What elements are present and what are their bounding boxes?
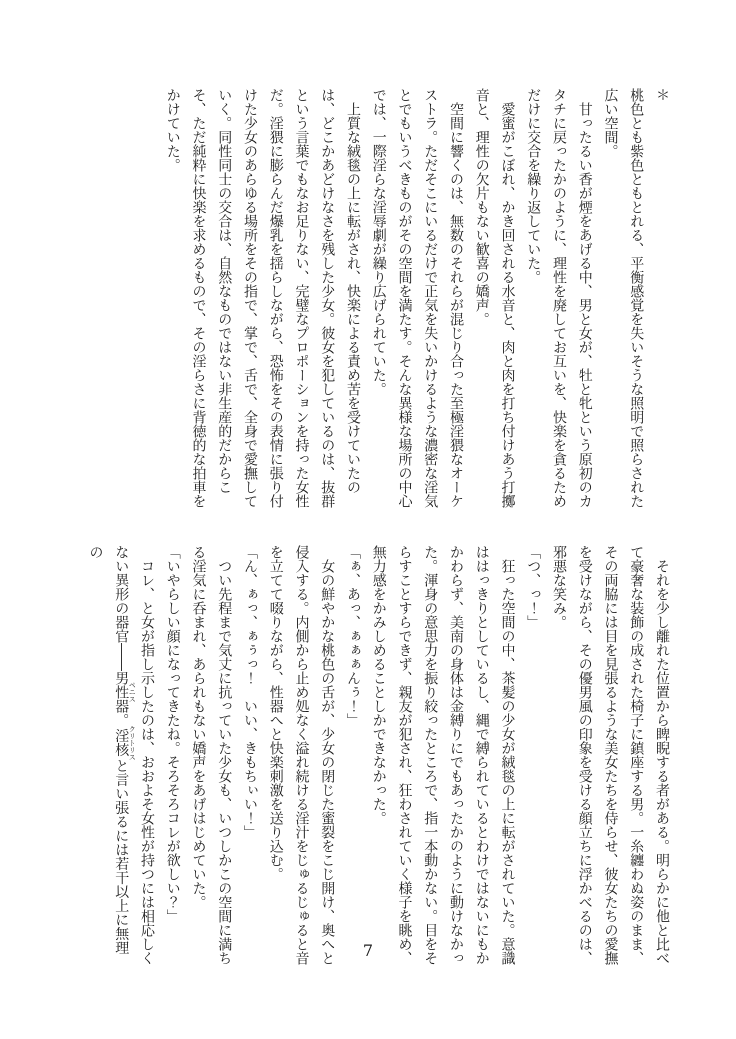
- paragraph: 狂った空間の中、茶髪の少女が絨毯の上に転がされていた。意識ははっきりとしているし、縄で縛られているとわけではないにもかかわらず、美南の身体は金縛りにでもあったかのように動けなかった。渾身の意思力を振り絞ったところで、指一本動かない。目をそらすことすらできず、親友が犯され、狂わされていく様子を眺め、無力感をかみしめることしかできなかった。: [370, 545, 516, 965]
- paragraph: つい先程まで気丈に抗っていた少女も、いつしかこの空間に満ちる淫気に呑まれ、あられもない嬌声をあげはじめていた。: [190, 545, 233, 965]
- ruby-annotated-word: 男性器 ペニス: [113, 671, 137, 713]
- paragraph: 女の鮮やかな桃色の舌が、少女の閉じた蜜裂をこじ開け、奥へと侵入する。内側から止め処なく溢れ続ける淫汁をじゅるじゅると音を立てて啜りながら、性器へと快楽刺激を送り込む。: [267, 545, 336, 965]
- paragraph: 愛蜜がこぼれ、かき回される水音と、肉と肉を打ち付けあう打擲音と、理性の欠片もない歓喜の嬌声。: [473, 88, 516, 508]
- paragraph: 「ぁ、あっ、ぁぁぁんぅ！」: [345, 545, 361, 727]
- paragraph: 「ん、ぁっ、ぁぅっ！ いい、きもちぃい！」: [242, 545, 258, 839]
- paragraph: それを少し離れた位置から睥睨する者がある。明らかに他と比べて豪奢な装飾の成された椅子に鎮座する男。一糸纏わぬ姿のまま、その両脇には目を見張るような美女たちを侍らせ、彼女たちの愛撫を受けながら、その優男風の印象を受ける顔立ちに浮かべるのは、邪悪な笑み。: [551, 545, 670, 965]
- scene-break-marker: ＊: [654, 88, 670, 102]
- paragraph: 上質な絨毯の上に転がされ、快楽による責め苦を受けていたのは、どこかあどけなさを残した少女。彼女を犯しているのは、抜群という言葉でもなお足りない、完璧なプロポーションを持った女性だ。淫猥に膨らんだ爆乳を揺らしながら、恐怖をその表情に張り付けた少女のあらゆる場所をその指で、掌で、舌で、全身で愛撫していく。同性同士の交合は、自然なものではない非生産的だからこそ、ただ純粋に快楽を求めるもので、その淫らさに背徳的な拍車をかけていた。: [164, 88, 361, 508]
- page-number: 7: [362, 941, 374, 960]
- paragraph: コレ、と女が指し示したのは、おおよそ女性が持つには相応しくない異形の器官――男性器 ペニス。淫核 クリトリスと言い張るには若干以上に無理の: [87, 545, 155, 965]
- ruby-annotated-word: 淫核 クリトリス: [113, 725, 137, 761]
- paragraph: 「いやらしい顔になってきたね。そろそろコレが欲しい？」: [164, 545, 181, 923]
- paragraph: 「つ、っ！」: [525, 545, 542, 629]
- paragraph: 空間に響くのは、無数のそれらが混じり合った至極淫猥なオーケストラ。ただそこにいるだけで正気を失いかけるような濃密な淫気とでもいうべきものがその空間を満たす。そんな異様な場所の中心では、一際淫らな淫辱劇が繰り広げられていた。: [370, 88, 464, 508]
- text-block-bottom: [82, 545, 674, 967]
- paragraph: 甘ったるい香が煙をあげる中、男と女が、牡と牝という原初のカタチに戻ったかのように、理性を廃してお互いを、快楽を貪るためだけに交合を繰り返していた。: [525, 88, 593, 508]
- paragraph: 桃色とも紫色ともとれる、平衡感覚を失いそうな照明で照らされた広い空間。: [602, 88, 645, 508]
- text-block-top: [159, 88, 674, 510]
